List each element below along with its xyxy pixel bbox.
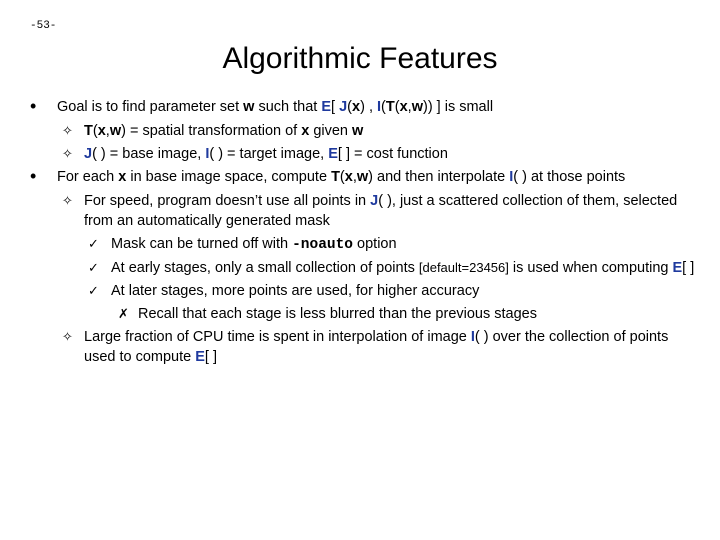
bullet-dot-icon: • xyxy=(30,96,37,116)
sub-bullet-speed: ✧ For speed, program doesn’t use all points in J( ), just a scattered collection of them, selected from an automatically generated mask xyxy=(62,193,678,229)
level4-bullet-recall: ✗ Recall that each stage is less blurred than the previous stages xyxy=(118,306,537,322)
sub-sub-bullet-later-stages: ✓ At later stages, more points are used, for higher accuracy xyxy=(88,283,480,299)
diamond-star-icon: ✧ xyxy=(62,193,73,208)
slide-content xyxy=(0,97,720,370)
sub-bullet-images: ✧ J( ) = base image, I( ) = target image, E[ ] = cost function xyxy=(62,146,448,162)
page-number: -53- xyxy=(30,20,57,32)
sub-sub-bullet-early-stages: ✓ At early stages, only a small collection of points [default=23456] is used when computing E[ ] xyxy=(88,260,695,276)
diamond-star-icon: ✧ xyxy=(62,329,73,344)
bullet-each-x: • For each x in base image space, compute T(x,w) and then interpolate I( ) at those points xyxy=(30,166,626,186)
sub-bullet-transformation: ✧ T(x,w) = spatial transformation of x given w xyxy=(62,123,364,139)
slide-title: Algorithmic Features xyxy=(222,42,498,75)
check-mark-icon: ✓ xyxy=(88,283,99,298)
check-mark-icon: ✓ xyxy=(88,236,99,251)
check-mark-icon: ✓ xyxy=(88,260,99,275)
bullet-goal: • Goal is to find parameter set w such that E[ J(x) , I(T(x,w)) ] is small xyxy=(30,96,494,116)
sub-bullet-cpu-time: ✧ Large fraction of CPU time is spent in interpolation of image I( ) over the collection of points used to compute E[ ] xyxy=(62,329,669,365)
ballot-x-icon: ✗ xyxy=(118,306,129,321)
bullet-dot-icon: • xyxy=(30,166,37,186)
sub-sub-bullet-mask: ✓ Mask can be turned off with -noauto option xyxy=(88,236,397,253)
diamond-star-icon: ✧ xyxy=(62,123,73,138)
diamond-star-icon: ✧ xyxy=(62,146,73,161)
